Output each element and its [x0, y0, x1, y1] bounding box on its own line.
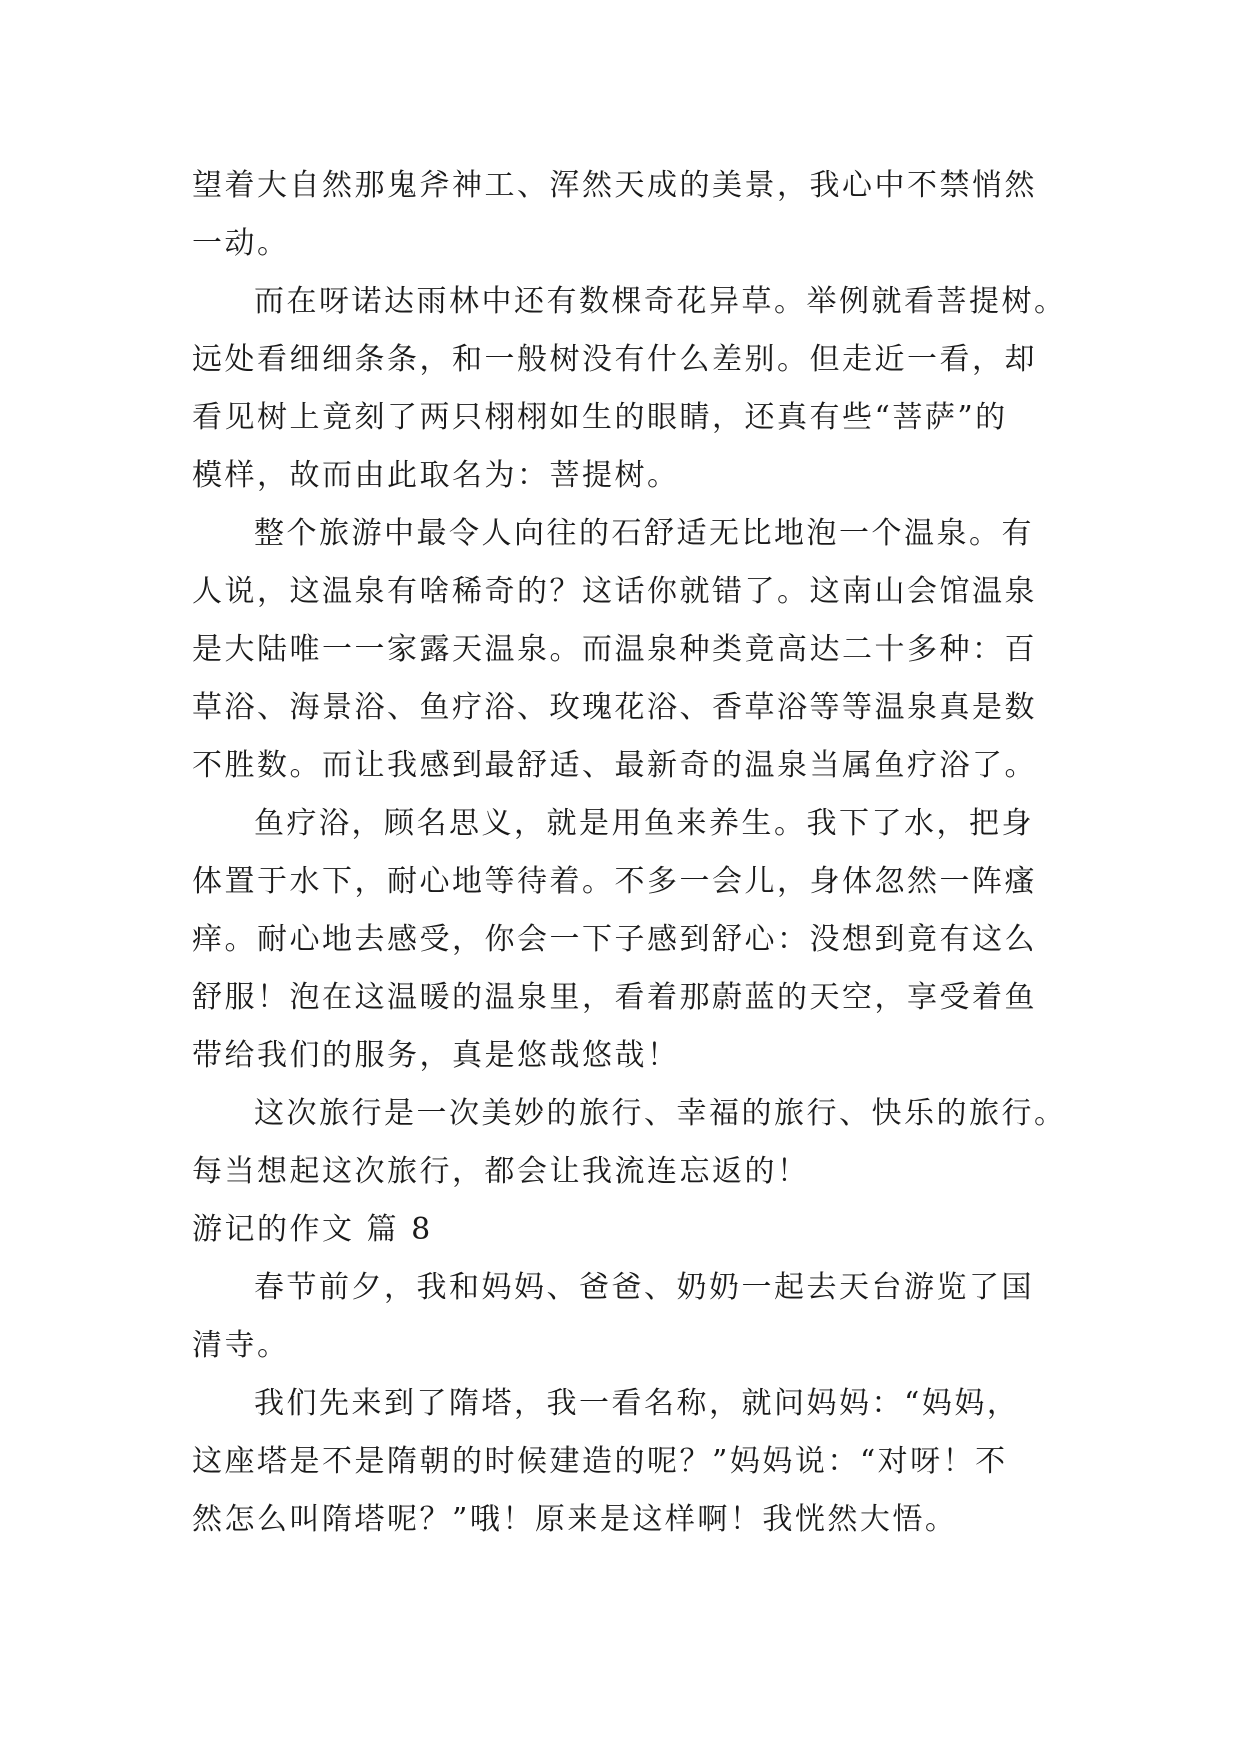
text-line: 然怎么叫隋塔呢？”哦！原来是这样啊！我恍然大悟。 — [192, 1502, 958, 1537]
text-line: 舒服！泡在这温暖的温泉里，看着那蔚蓝的天空，享受着鱼 — [192, 980, 1037, 1015]
text-line: 是大陆唯一一家露天温泉。而温泉种类竟高达二十多种：百 — [192, 632, 1037, 667]
text-line: 清寺。 — [192, 1328, 290, 1363]
text-line: 带给我们的服务，真是悠哉悠哉！ — [192, 1038, 680, 1073]
text-line: 不胜数。而让我感到最舒适、最新奇的温泉当属鱼疗浴了。 — [192, 748, 1037, 783]
text-line: 人说，这温泉有啥稀奇的？这话你就错了。这南山会馆温泉 — [192, 574, 1037, 609]
paragraph-start: 这次旅行是一次美妙的旅行、幸福的旅行、快乐的旅行。 — [254, 1096, 1067, 1131]
text-line: 远处看细细条条，和一般树没有什么差别。但走近一看，却 — [192, 342, 1037, 377]
paragraph-start: 我们先来到了隋塔，我一看名称，就问妈妈：“妈妈， — [254, 1386, 1020, 1421]
text-line: 体置于水下，耐心地等待着。不多一会儿，身体忽然一阵瘙 — [192, 864, 1037, 899]
paragraph-start: 鱼疗浴，顾名思义，就是用鱼来养生。我下了水，把身 — [254, 806, 1034, 841]
section-heading: 游记的作文 篇 8 — [192, 1212, 433, 1247]
text-line: 草浴、海景浴、鱼疗浴、玫瑰花浴、香草浴等等温泉真是数 — [192, 690, 1037, 725]
paragraph-start: 整个旅游中最令人向往的石舒适无比地泡一个温泉。有 — [254, 516, 1034, 551]
text-line: 痒。耐心地去感受，你会一下子感到舒心：没想到竟有这么 — [192, 922, 1037, 957]
paragraph-start: 春节前夕，我和妈妈、爸爸、奶奶一起去天台游览了国 — [254, 1270, 1034, 1305]
text-line: 每当想起这次旅行，都会让我流连忘返的！ — [192, 1154, 810, 1189]
text-line: 看见树上竟刻了两只栩栩如生的眼睛，还真有些“菩萨”的 — [192, 400, 1008, 435]
text-line: 模样，故而由此取名为：菩提树。 — [192, 458, 680, 493]
paragraph-start: 而在呀诺达雨林中还有数棵奇花异草。举例就看菩提树。 — [254, 284, 1067, 319]
text-line: 一动。 — [192, 226, 290, 261]
text-line: 望着大自然那鬼斧神工、浑然天成的美景，我心中不禁悄然 — [192, 168, 1037, 203]
text-line: 这座塔是不是隋朝的时候建造的呢？”妈妈说：“对呀！不 — [192, 1444, 1008, 1479]
